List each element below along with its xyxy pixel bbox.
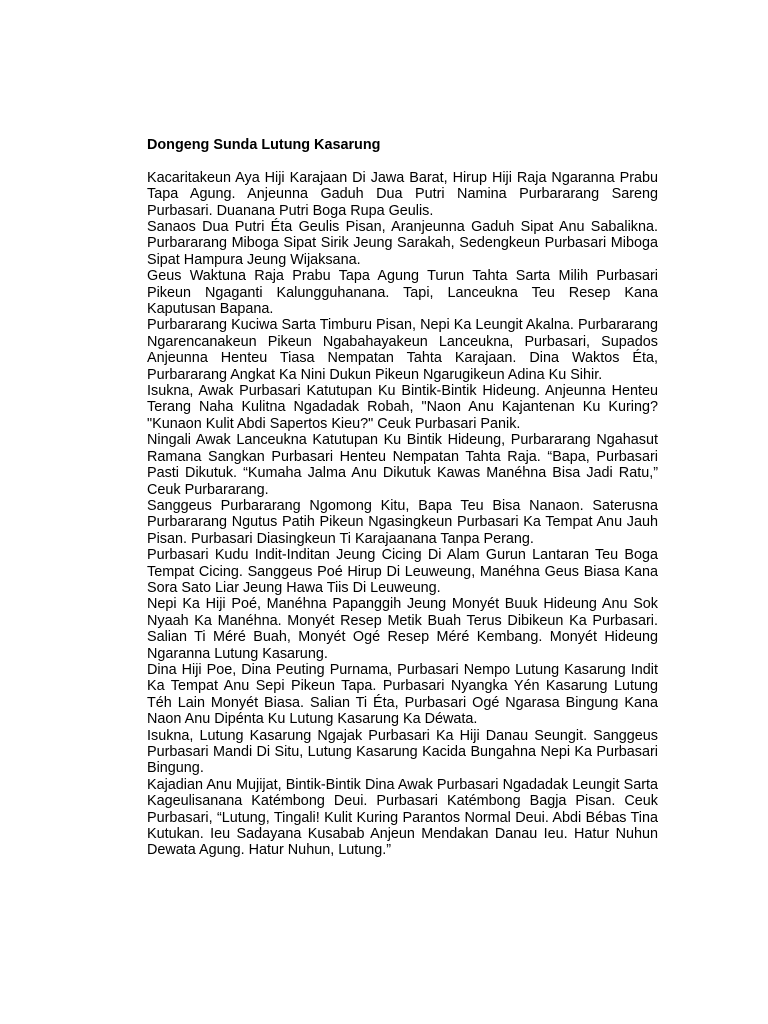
paragraph-1: Kacaritakeun Aya Hiji Karajaan Di Jawa Barat, Hirup Hiji Raja Ngaranna Prabu Tapa Agung. Anjeunna Gaduh Dua Putri Namina Purbararang Sareng Purbasari. Duanana Putri Boga Rupa Geulis. [147,169,658,219]
paragraph-5: Isukna, Awak Purbasari Katutupan Ku Bintik-Bintik Hideung. Anjeunna Henteu Terang Naha Kulitna Ngadadak Robah, "Naon Anu Kajantenan Ku Kuring? "Kunaon Kulit Abdi Sapertos Kieu?" Ceuk Purbasari Panik. [147,383,658,432]
paragraph-11: Isukna, Lutung Kasarung Ngajak Purbasari Ka Hiji Danau Seungit. Sanggeus Purbasari Mandi Di Situ, Lutung Kasarung Kacida Bungahna Nepi Ka Purbasari Bingung. [147,727,658,777]
paragraph-2: Sanaos Dua Putri Éta Geulis Pisan, Aranjeunna Gaduh Sipat Anu Sabalikna. Purbararang Miboga Sipat Sirik Jeung Sarakah, Sedengkeun Purbasari Miboga Sipat Hampura Jeung Wijaksana. [147,219,658,268]
paragraph-12: Kajadian Anu Mujijat, Bintik-Bintik Dina Awak Purbasari Ngadadak Leungit Sarta Kageulisanana Katémbong Deui. Purbasari Katémbong Bagja Pisan. Ceuk Purbasari, “Lutung, Tingali! Kulit Kuring Parantos Normal Deui. Abdi Bébas Tina Kutukan. Ieu Sadayana Kusabab Anjeun Mendakan Danau Ieu. Hatur Nuhun Dewata Agung. Hatur Nuhun, Lutung.” [147,776,658,859]
paragraph-8: Purbasari Kudu Indit-Inditan Jeung Cicing Di Alam Gurun Lantaran Teu Boga Tempat Cicing. Sanggeus Poé Hirup Di Leuweung, Manéhna Geus Biasa Kana Sora Sato Liar Jeung Hawa Tiis Di Leuweung. [147,547,658,596]
paragraph-10: Dina Hiji Poe, Dina Peuting Purnama, Purbasari Nempo Lutung Kasarung Indit Ka Tempat Anu Sepi Pikeun Tapa. Purbasari Nyangka Yén Kasarung Lutung Téh Lain Monyét Biasa. Salian Ti Éta, Purbasari Ogé Ngarasa Bingung Kana Naon Anu Dipénta Ku Lutung Kasarung Ka Déwata. [147,661,658,728]
paragraph-3: Geus Waktuna Raja Prabu Tapa Agung Turun Tahta Sarta Milih Purbasari Pikeun Ngaganti Kalungguhanana. Tapi, Lanceukna Teu Resep Kana Kaputusan Bapana. [147,268,658,318]
paragraph-9: Nepi Ka Hiji Poé, Manéhna Papanggih Jeung Monyét Buuk Hideung Anu Sok Nyaah Ka Manéhna. Monyét Resep Metik Buah Terus Dibikeun Ka Purbasari. Salian Ti Méré Buah, Monyét Ogé Resep Méré Kembang. Monyét Hideung Ngaranna Lutung Kasarung. [147,596,658,662]
paragraph-7: Sanggeus Purbararang Ngomong Kitu, Bapa Teu Bisa Nanaon. Saterusna Purbararang Ngutus Patih Pikeun Ngasingkeun Purbasari Ka Tempat Anu Jauh Pisan. Purbasari Diasingkeun Ti Karajaanana Tanpa Perang. [147,497,658,547]
document-title: Dongeng Sunda Lutung Kasarung [147,137,381,153]
document-page [147,137,658,859]
paragraph-4: Purbararang Kuciwa Sarta Timburu Pisan, Nepi Ka Leungit Akalna. Purbararang Ngarencanakeun Pikeun Ngabahayakeun Lanceukna, Purbasari, Supados Anjeunna Henteu Tiasa Nempatan Tahta Karajaan. Dina Waktos Éta, Purbararang Angkat Ka Nini Dukun Pikeun Ngarugikeun Adina Ku Sihir. [147,317,658,383]
paragraph-6: Ningali Awak Lanceukna Katutupan Ku Bintik Hideung, Purbararang Ngahasut Ramana Sangkan Purbasari Henteu Nempatan Tahta Raja. “Bapa, Purbasari Pasti Dikutuk. “Kumaha Jalma Anu Dikutuk Kawas Manéhna Bisa Jadi Ratu,” Ceuk Purbararang. [147,432,658,498]
